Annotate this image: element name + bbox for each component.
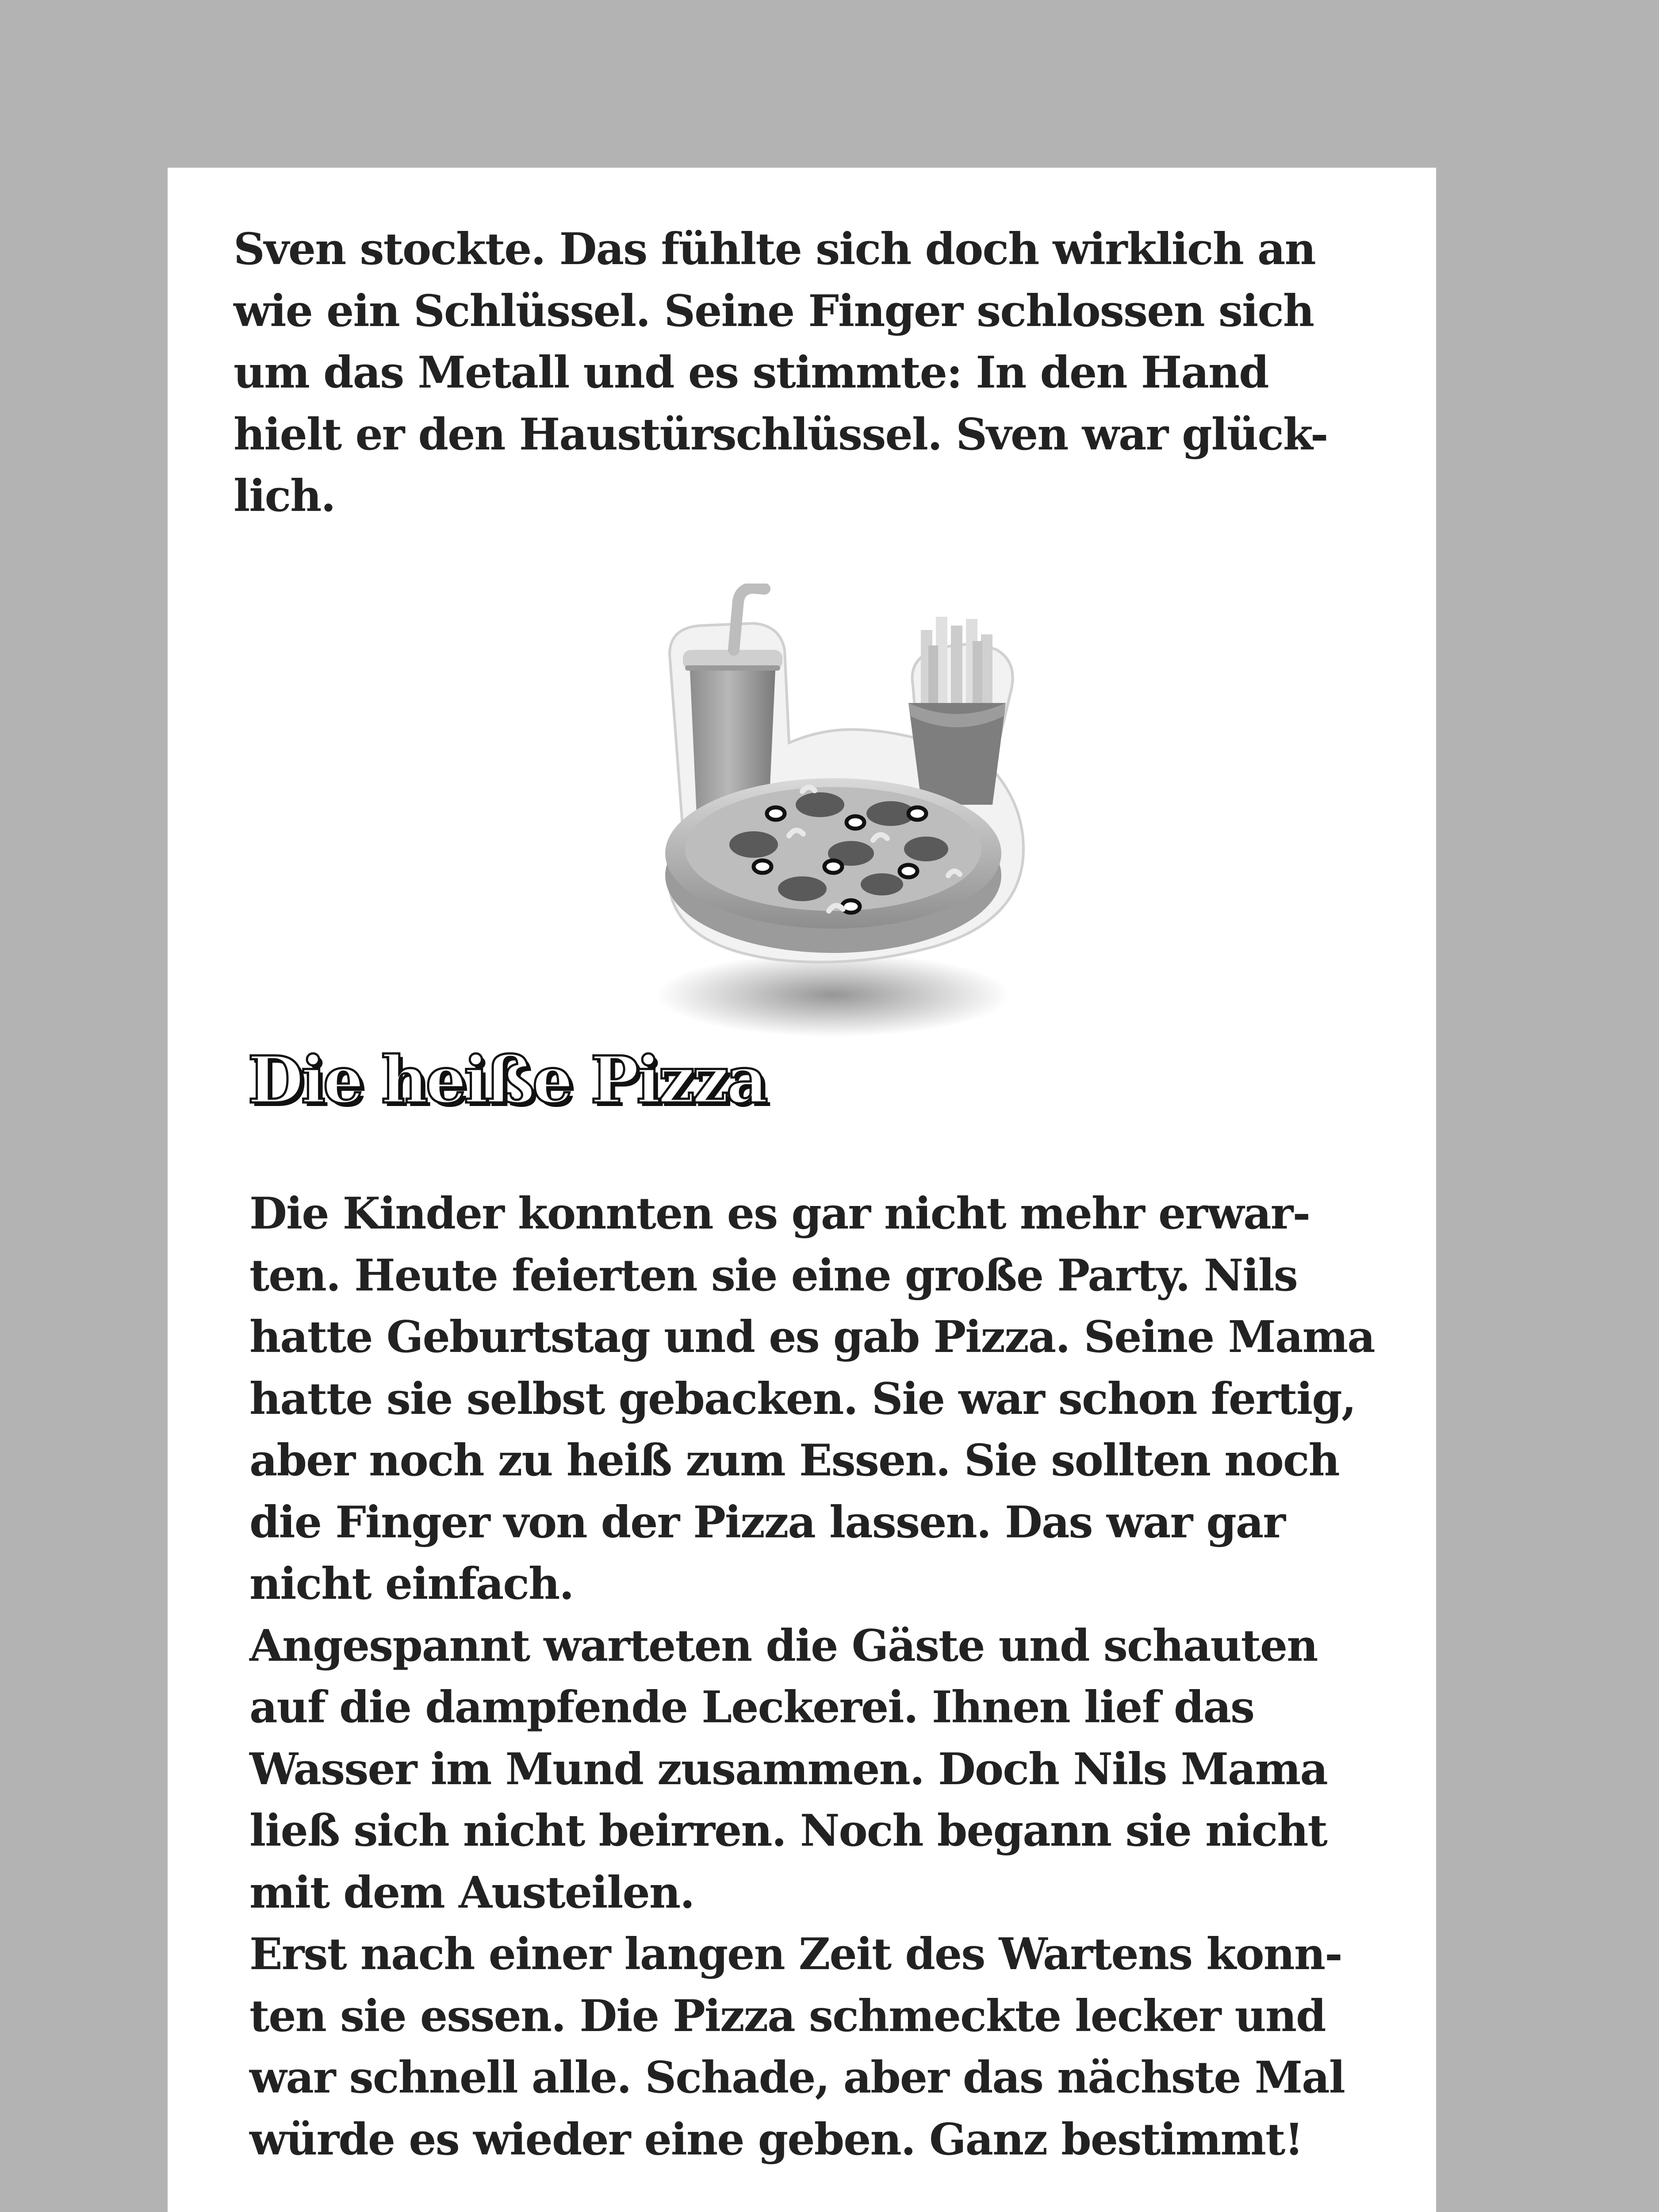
text-line: auf die dampfende Leckerei. Ihnen lief das <box>249 1682 1254 1733</box>
story-paragraph <box>249 1183 1375 2170</box>
text-line: Angespannt warteten die Gäste und schauten <box>249 1620 1318 1671</box>
text-line: aber noch zu heiß zum Essen. Sie sollten noch <box>249 1435 1339 1486</box>
book-page <box>168 168 1436 2212</box>
story-title: Die heiße Pizza <box>248 1042 766 1118</box>
text-line: wie ein Schlüssel. Seine Finger schlossen sich <box>234 285 1314 337</box>
text-line: hatte sie selbst gebacken. Sie war schon fertig, <box>249 1373 1356 1425</box>
text-line: mit dem Austeilen. <box>249 1867 694 1918</box>
text-line: nicht einfach. <box>249 1559 574 1609</box>
text-line: ten sie essen. Die Pizza schmeckte lecker und <box>249 1990 1326 2042</box>
intro-paragraph <box>234 219 1328 527</box>
shadow <box>656 953 1010 1037</box>
text-line: Wasser im Mund zusammen. Doch Nils Mama <box>249 1743 1327 1795</box>
text-line: lich. <box>234 471 335 522</box>
pizza-drink-fries-icon <box>643 584 1032 1046</box>
text-line: ließ sich nicht beirren. Noch begann sie nicht <box>249 1805 1327 1856</box>
text-line: Erst nach einer langen Zeit des Wartens konn- <box>249 1929 1342 1980</box>
text-line: Sven stockte. Das fühlte sich doch wirklich an <box>234 224 1315 275</box>
text-line: würde es wieder eine geben. Ganz bestimmt! <box>249 2114 1303 2165</box>
text-line: die Finger von der Pizza lassen. Das war gar <box>249 1497 1285 1548</box>
cup-lid-rim <box>685 665 780 671</box>
text-line: hatte Geburtstag und es gab Pizza. Seine Mama <box>249 1312 1375 1363</box>
text-line: ten. Heute feierten sie eine große Party. Nils <box>249 1250 1297 1301</box>
text-line: war schnell alle. Schade, aber das nächste Mal <box>249 2052 1345 2103</box>
text-line: hielt er den Haustürschlüssel. Sven war glück- <box>234 409 1328 460</box>
text-line: um das Metall und es stimmte: In den Hand <box>234 347 1268 398</box>
text-line: Die Kinder konnten es gar nicht mehr erwar- <box>249 1188 1310 1239</box>
